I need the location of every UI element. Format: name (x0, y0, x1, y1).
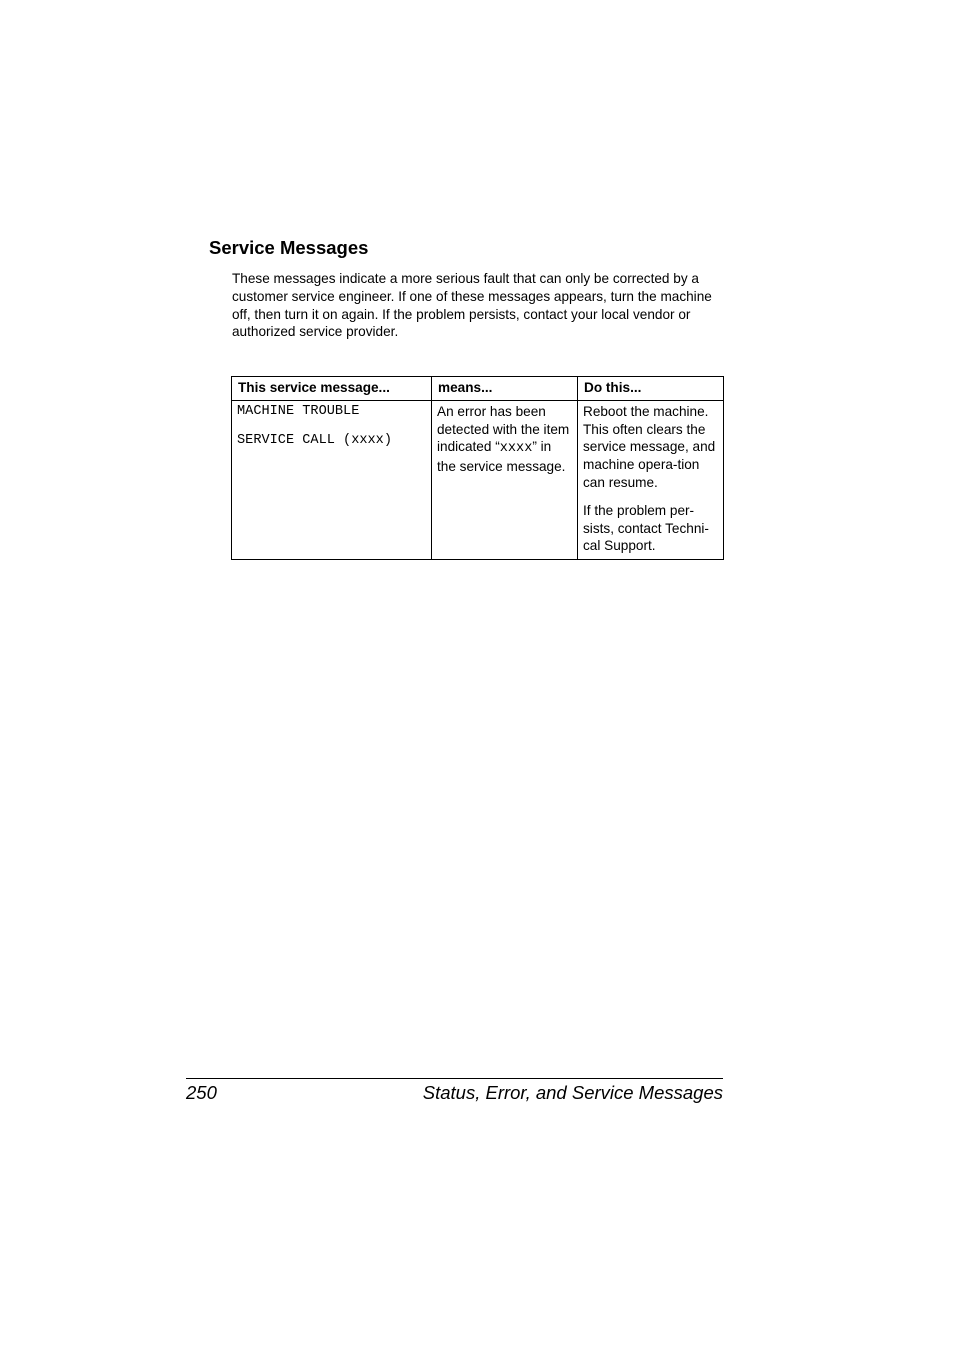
section-intro: These messages indicate a more serious fault that can only be corrected by a customer service engineer. If one of these messages appears, turn the machine off, then turn it on again. If the problem persists, contact your local vendor or authorized service provider. (232, 271, 712, 340)
means-text-after: ” in the service message. (437, 439, 566, 475)
action-paragraph: Reboot the machine. This often clears the service message, and machine opera-tion can resume. (583, 403, 716, 490)
header-means: means... (432, 377, 578, 401)
means-code: xxxx (499, 441, 533, 457)
table-row (232, 400, 724, 559)
table-header-row (232, 377, 724, 401)
page-number: 250 (186, 1082, 217, 1103)
header-service-message: This service message... (232, 377, 432, 401)
header-do-this: Do this... (578, 377, 724, 401)
chapter-title: Status, Error, and Service Messages (422, 1082, 723, 1103)
means-text-before: An error has been detected with the item indicated “ (437, 403, 570, 455)
means-cell (432, 400, 578, 559)
action-cell (578, 400, 724, 559)
action-paragraph: If the problem per-sists, contact Techni-cal Support. (583, 502, 709, 554)
footer-divider (186, 1078, 723, 1079)
service-messages-table (231, 376, 724, 560)
message-line: MACHINE TROUBLE (237, 403, 360, 419)
message-line: SERVICE CALL (xxxx) (237, 432, 392, 448)
section-title: Service Messages (209, 237, 369, 258)
message-cell (232, 400, 432, 559)
